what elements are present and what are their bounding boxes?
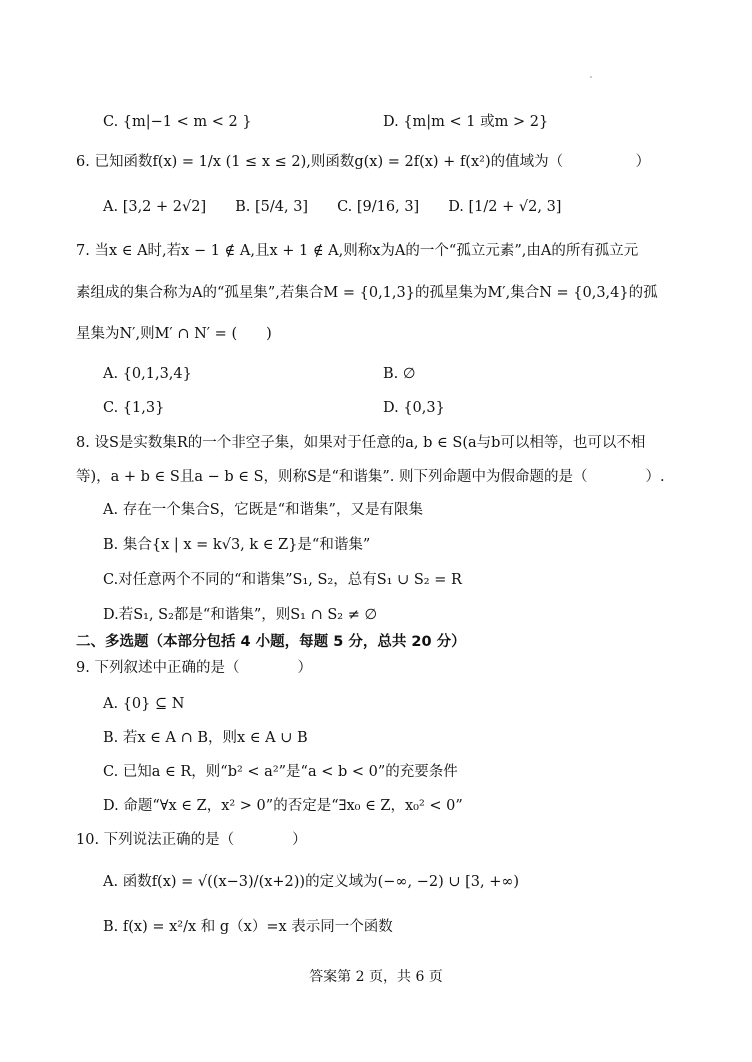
text-line: C.对任意两个不同的“和谐集”S₁, S₂，总有S₁ ∪ S₂ = R: [103, 572, 462, 588]
text-line: 8. 设S是实数集R的一个非空子集，如果对于任意的a, b ∈ S(a与b可以相等，也可以不相: [76, 435, 646, 451]
text-line: C. {m|−1 < m < 2 }: [103, 114, 252, 130]
text-line: 9. 下列叙述中正确的是（ ）: [76, 660, 312, 676]
text-line: C. 已知a ∈ R，则“b² < a²”是“a < b < 0”的充要条件: [103, 764, 458, 780]
text-line: D. {0,3}: [383, 400, 445, 416]
text-line: D.若S₁, S₂都是“和谐集”，则S₁ ∩ S₂ ≠ ∅: [103, 607, 378, 623]
text-line: B. f(x) = x²/x 和 g（x）=x 表示同一个函数: [103, 919, 393, 935]
text-line: D. 命题“∀x ∈ Z，x² > 0”的否定是“∃x₀ ∈ Z，x₀² < 0”: [103, 798, 463, 814]
text-line: C. {1,3}: [103, 400, 165, 416]
text-line: A. 存在一个集合S，它既是“和谐集”，又是有限集: [103, 502, 423, 518]
text-line: 7. 当x ∈ A时,若x − 1 ∉ A,且x + 1 ∉ A,则称x为A的一个“孤立元素”,由A的所有孤立元: [76, 243, 639, 259]
text-line: A. {0,1,3,4}: [103, 366, 192, 382]
text-line: B. 若x ∈ A ∩ B，则x ∈ A ∪ B: [103, 730, 308, 746]
text-line: A. [3,2 + 2√2] B. [5/4, 3] C. [9/16, 3] D. [1/2 + √2, 3]: [103, 199, 562, 215]
text-line: 等)，a + b ∈ S且a − b ∈ S，则称S是“和谐集”. 则下列命题中为假命题的是（ ）.: [76, 469, 665, 485]
text-line: 10. 下列说法正确的是（ ）: [76, 832, 307, 848]
text-line: 星集为N′,则M′ ∩ N′ = ( ): [76, 326, 272, 342]
text-line: 二、多选题（本部分包括 4 小题，每题 5 分，总共 20 分）: [76, 634, 466, 650]
text-line: A. 函数f(x) = √((x−3)/(x+2))的定义域为(−∞, −2) ∪ [3, +∞): [103, 874, 520, 890]
text-line: D. {m|m < 1 或m > 2}: [383, 114, 549, 130]
text-line: B. 集合{x | x = k√3, k ∈ Z}是“和谐集”: [103, 537, 371, 553]
scan-speck: [590, 76, 592, 78]
page-footer: 答案第 2 页，共 6 页: [309, 969, 443, 985]
text-line: B. ∅: [383, 366, 416, 382]
text-line: 素组成的集合称为A的“孤星集”,若集合M = {0,1,3}的孤星集为M′,集合N = {0,3,4}的孤: [76, 285, 658, 301]
text-line: A. {0} ⊆ N: [103, 696, 185, 712]
text-line: 6. 已知函数f(x) = 1/x (1 ≤ x ≤ 2),则函数g(x) = 2f(x) + f(x²)的值域为（ ）: [76, 154, 651, 170]
